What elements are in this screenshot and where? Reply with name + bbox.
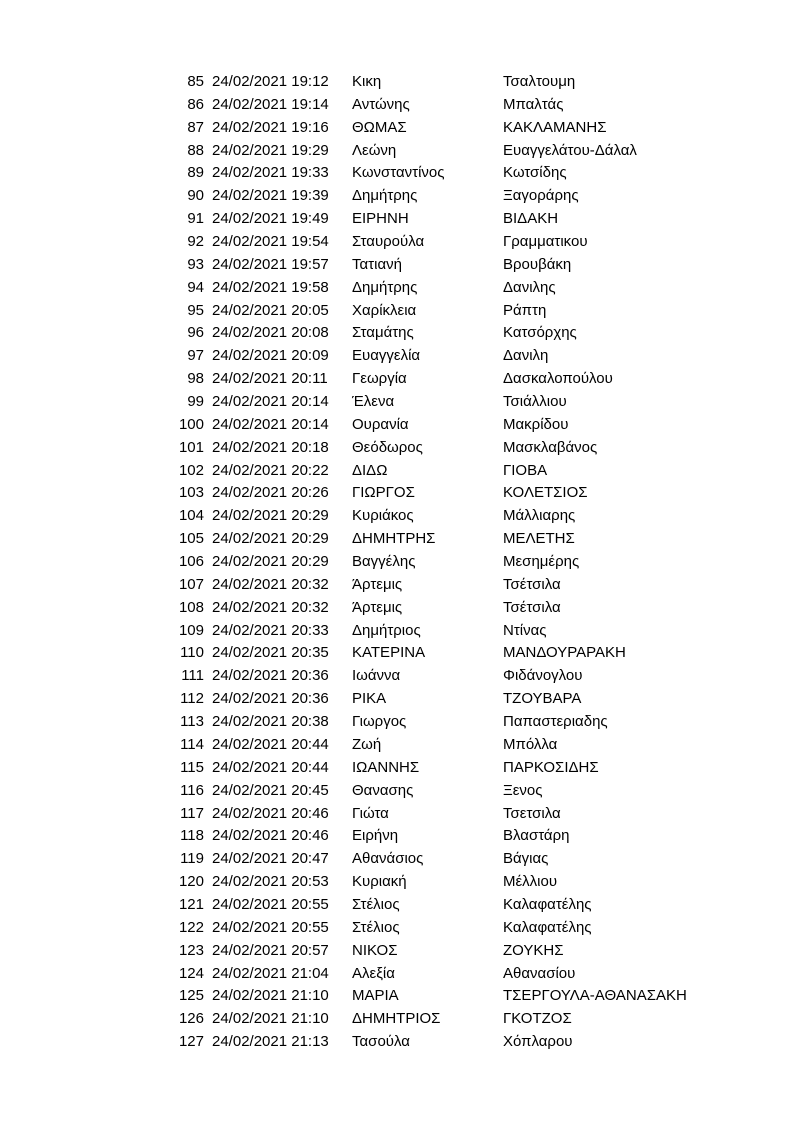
row-datetime: 24/02/2021 21:10 bbox=[212, 1010, 329, 1028]
row-first-name: Τασούλα bbox=[352, 1033, 410, 1051]
row-last-name: Μασκλαβάνος bbox=[503, 438, 598, 456]
row-datetime: 24/02/2021 20:14 bbox=[212, 415, 329, 433]
row-last-name: Μπόλλα bbox=[503, 735, 558, 753]
row-last-name: Κωτσίδης bbox=[503, 164, 567, 182]
row-first-name: Γεωργία bbox=[352, 370, 407, 388]
table-row bbox=[170, 780, 687, 803]
table-row bbox=[170, 917, 687, 940]
row-datetime: 24/02/2021 20:44 bbox=[212, 735, 329, 753]
row-last-name: ΓΙΟΒΑ bbox=[503, 461, 548, 479]
row-datetime: 24/02/2021 20:09 bbox=[212, 347, 329, 365]
row-number: 120 bbox=[178, 873, 204, 891]
row-last-name: ΜΕΛΕΤΗΣ bbox=[503, 530, 575, 548]
row-first-name: ΙΩΑΝΝΗΣ bbox=[352, 758, 420, 776]
row-datetime: 24/02/2021 20:47 bbox=[212, 850, 329, 868]
row-last-name: Καλαφατέλης bbox=[503, 895, 592, 913]
row-first-name: Αντώνης bbox=[352, 95, 410, 113]
table-row bbox=[170, 985, 687, 1008]
table-row bbox=[170, 1008, 687, 1031]
row-last-name: Φιδάνογλου bbox=[503, 667, 583, 685]
row-last-name: ΤΣΕΡΓΟΥΛΑ-ΑΘΑΝΑΣΑΚΗ bbox=[503, 987, 687, 1005]
table-row bbox=[170, 871, 687, 894]
row-last-name: Ράπτη bbox=[503, 301, 547, 319]
row-last-name: Βλαστάρη bbox=[503, 827, 570, 845]
row-number: 114 bbox=[180, 735, 204, 753]
table-row bbox=[170, 254, 687, 277]
row-first-name: Θεόδωρος bbox=[352, 438, 423, 456]
row-datetime: 24/02/2021 20:14 bbox=[212, 393, 329, 411]
row-number: 87 bbox=[187, 118, 204, 136]
row-first-name: Αλεξία bbox=[352, 964, 395, 982]
table-row bbox=[170, 391, 687, 414]
row-first-name: ΔΗΜΗΤΡΗΣ bbox=[352, 530, 436, 548]
row-number: 97 bbox=[187, 347, 204, 365]
row-number: 109 bbox=[178, 621, 204, 639]
row-datetime: 24/02/2021 20:32 bbox=[212, 598, 329, 616]
row-number: 106 bbox=[178, 553, 204, 571]
row-first-name: Κυριάκος bbox=[352, 507, 414, 525]
row-number: 108 bbox=[178, 598, 204, 616]
row-datetime: 24/02/2021 20:57 bbox=[212, 941, 329, 959]
row-number: 102 bbox=[178, 461, 204, 479]
table-row bbox=[170, 414, 687, 437]
row-first-name: ΝΙΚΟΣ bbox=[352, 941, 398, 959]
table-row bbox=[170, 94, 687, 117]
table-row bbox=[170, 642, 687, 665]
row-first-name: Τατιανή bbox=[352, 255, 402, 273]
row-first-name: ΕΙΡΗΝΗ bbox=[352, 210, 409, 228]
row-first-name: Άρτεμις bbox=[352, 598, 403, 616]
row-last-name: ΚΟΛΕΤΣΙΟΣ bbox=[503, 484, 588, 502]
row-last-name: Ευαγγελάτου-Δάλαλ bbox=[503, 141, 637, 159]
table-row bbox=[170, 231, 687, 254]
row-datetime: 24/02/2021 20:36 bbox=[212, 667, 329, 685]
row-datetime: 24/02/2021 20:35 bbox=[212, 644, 329, 662]
row-first-name: Κικη bbox=[352, 73, 382, 90]
row-datetime: 24/02/2021 19:12 bbox=[212, 73, 329, 90]
row-first-name: Βαγγέλης bbox=[352, 553, 416, 571]
row-first-name: Γιωργος bbox=[352, 713, 407, 731]
row-number: 122 bbox=[178, 918, 204, 936]
row-number: 91 bbox=[187, 210, 204, 228]
row-last-name: Γραμματικου bbox=[503, 233, 588, 251]
row-number: 99 bbox=[187, 393, 204, 411]
attendance-list bbox=[170, 71, 687, 1054]
row-last-name: Παπαστεριαδης bbox=[503, 713, 608, 731]
row-datetime: 24/02/2021 21:13 bbox=[212, 1033, 329, 1051]
row-first-name: Θανασης bbox=[352, 781, 414, 799]
row-number: 93 bbox=[187, 255, 204, 273]
row-datetime: 24/02/2021 19:14 bbox=[212, 95, 329, 113]
row-last-name: Δασκαλοπούλου bbox=[503, 370, 613, 388]
table-row bbox=[170, 825, 687, 848]
row-last-name: Ντίνας bbox=[503, 621, 547, 639]
table-row bbox=[170, 688, 687, 711]
row-first-name: ΜΑΡΙΑ bbox=[352, 987, 399, 1005]
table-row bbox=[170, 940, 687, 963]
row-last-name: Τσετσιλα bbox=[503, 804, 561, 822]
table-row bbox=[170, 300, 687, 323]
row-number: 95 bbox=[187, 301, 204, 319]
table-row bbox=[170, 528, 687, 551]
row-last-name: Μάλλιαρης bbox=[503, 507, 576, 525]
row-number: 121 bbox=[178, 895, 204, 913]
row-datetime: 24/02/2021 20:44 bbox=[212, 758, 329, 776]
row-number: 85 bbox=[187, 73, 204, 90]
table-row bbox=[170, 803, 687, 826]
row-first-name: Λεώνη bbox=[352, 141, 397, 159]
row-number: 104 bbox=[178, 507, 204, 525]
row-first-name: Σταυρούλα bbox=[352, 233, 425, 251]
row-datetime: 24/02/2021 20:38 bbox=[212, 713, 329, 731]
row-first-name: ΔΗΜΗΤΡΙΟΣ bbox=[352, 1010, 441, 1028]
row-number: 101 bbox=[178, 438, 204, 456]
row-last-name: Τσέτσιλα bbox=[503, 598, 561, 616]
row-first-name: ΘΩΜΑΣ bbox=[352, 118, 407, 136]
row-number: 89 bbox=[187, 164, 204, 182]
row-number: 115 bbox=[180, 758, 204, 776]
row-last-name: ΚΑΚΛΑΜΑΝΗΣ bbox=[503, 118, 607, 136]
row-number: 105 bbox=[178, 530, 204, 548]
row-number: 90 bbox=[187, 187, 204, 205]
row-last-name: Δανιλης bbox=[503, 278, 556, 296]
table-row bbox=[170, 848, 687, 871]
row-datetime: 24/02/2021 19:29 bbox=[212, 141, 329, 159]
row-last-name: Μακρίδου bbox=[503, 415, 569, 433]
row-datetime: 24/02/2021 20:55 bbox=[212, 918, 329, 936]
row-first-name: Στέλιος bbox=[352, 895, 400, 913]
row-last-name: Κατσόρχης bbox=[503, 324, 577, 342]
row-datetime: 24/02/2021 20:36 bbox=[212, 690, 329, 708]
row-last-name: Τσέτσιλα bbox=[503, 575, 561, 593]
table-row bbox=[170, 734, 687, 757]
row-first-name: Ουρανία bbox=[352, 415, 409, 433]
row-datetime: 24/02/2021 20:29 bbox=[212, 530, 329, 548]
table-row bbox=[170, 1031, 687, 1054]
row-number: 88 bbox=[187, 141, 204, 159]
row-first-name: Δημήτρης bbox=[352, 187, 418, 205]
row-last-name: ΠΑΡΚΟΣΙΔΗΣ bbox=[503, 758, 599, 776]
row-first-name: Δημήτριος bbox=[352, 621, 421, 639]
table-row bbox=[170, 597, 687, 620]
row-datetime: 24/02/2021 20:08 bbox=[212, 324, 329, 342]
row-last-name: ΤΖΟΥΒΑΡΑ bbox=[503, 690, 582, 708]
row-datetime: 24/02/2021 20:29 bbox=[212, 553, 329, 571]
row-number: 98 bbox=[187, 370, 204, 388]
row-number: 111 bbox=[181, 667, 204, 685]
row-first-name: Στέλιος bbox=[352, 918, 400, 936]
row-number: 96 bbox=[187, 324, 204, 342]
row-last-name: Τσαλτουμη bbox=[503, 73, 576, 90]
row-number: 126 bbox=[178, 1010, 204, 1028]
row-last-name: Χόπλαρου bbox=[503, 1033, 573, 1051]
row-last-name: ΜΑΝΔΟΥΡΑΡΑΚΗ bbox=[503, 644, 626, 662]
row-first-name: Αθανάσιος bbox=[352, 850, 424, 868]
table-row bbox=[170, 574, 687, 597]
table-row bbox=[170, 71, 687, 94]
row-last-name: Τσιάλλιου bbox=[503, 393, 567, 411]
table-row bbox=[170, 208, 687, 231]
row-datetime: 24/02/2021 20:29 bbox=[212, 507, 329, 525]
row-first-name: ΔΙΔΩ bbox=[352, 461, 388, 479]
row-datetime: 24/02/2021 20:26 bbox=[212, 484, 329, 502]
table-row bbox=[170, 437, 687, 460]
row-first-name: Σταμάτης bbox=[352, 324, 414, 342]
row-number: 116 bbox=[180, 781, 204, 799]
row-datetime: 24/02/2021 20:55 bbox=[212, 895, 329, 913]
row-first-name: Ζωή bbox=[352, 735, 382, 753]
row-first-name: Κυριακή bbox=[352, 873, 407, 891]
table-row bbox=[170, 963, 687, 986]
row-datetime: 24/02/2021 20:53 bbox=[212, 873, 329, 891]
row-first-name: Ευαγγελία bbox=[352, 347, 421, 365]
row-number: 103 bbox=[178, 484, 204, 502]
row-datetime: 24/02/2021 21:10 bbox=[212, 987, 329, 1005]
row-datetime: 24/02/2021 20:32 bbox=[212, 575, 329, 593]
row-last-name: Αθανασίου bbox=[503, 964, 576, 982]
table-row bbox=[170, 665, 687, 688]
table-row bbox=[170, 185, 687, 208]
row-datetime: 24/02/2021 20:22 bbox=[212, 461, 329, 479]
row-last-name: ΒΙΔΑΚΗ bbox=[503, 210, 559, 228]
row-datetime: 24/02/2021 20:46 bbox=[212, 804, 329, 822]
table-row bbox=[170, 322, 687, 345]
row-last-name: ΖΟΥΚΗΣ bbox=[503, 941, 564, 959]
row-last-name: Βάγιας bbox=[503, 850, 549, 868]
row-last-name: Ξενος bbox=[503, 781, 543, 799]
row-number: 117 bbox=[180, 804, 204, 822]
row-last-name: Ξαγοράρης bbox=[503, 187, 579, 205]
row-number: 94 bbox=[187, 278, 204, 296]
table-row bbox=[170, 505, 687, 528]
row-first-name: Κωνσταντίνος bbox=[352, 164, 445, 182]
row-number: 92 bbox=[187, 233, 204, 251]
table-row bbox=[170, 117, 687, 140]
row-first-name: ΡΙΚΑ bbox=[352, 690, 387, 708]
row-last-name: Μεσημέρης bbox=[503, 553, 580, 571]
row-datetime: 24/02/2021 20:33 bbox=[212, 621, 329, 639]
row-last-name: Καλαφατέλης bbox=[503, 918, 592, 936]
row-datetime: 24/02/2021 20:46 bbox=[212, 827, 329, 845]
row-last-name: Βρουβάκη bbox=[503, 255, 572, 273]
row-datetime: 24/02/2021 20:11 bbox=[212, 370, 328, 388]
row-first-name: Ιωάννα bbox=[352, 667, 401, 685]
row-datetime: 24/02/2021 19:54 bbox=[212, 233, 329, 251]
row-last-name: Μπαλτάς bbox=[503, 95, 564, 113]
row-datetime: 24/02/2021 19:58 bbox=[212, 278, 329, 296]
row-number: 119 bbox=[180, 850, 204, 868]
row-first-name: ΓΙΩΡΓΟΣ bbox=[352, 484, 415, 502]
row-number: 125 bbox=[178, 987, 204, 1005]
row-datetime: 24/02/2021 19:16 bbox=[212, 118, 329, 136]
table-row bbox=[170, 460, 687, 483]
row-number: 127 bbox=[178, 1033, 204, 1051]
row-first-name: ΚΑΤΕΡΙΝΑ bbox=[352, 644, 426, 662]
table-row bbox=[170, 757, 687, 780]
row-number: 118 bbox=[180, 827, 204, 845]
table-row bbox=[170, 551, 687, 574]
row-first-name: Χαρίκλεια bbox=[352, 301, 417, 319]
row-first-name: Έλενα bbox=[352, 393, 395, 411]
row-first-name: Ειρήνη bbox=[352, 827, 399, 845]
row-datetime: 24/02/2021 20:45 bbox=[212, 781, 329, 799]
row-number: 124 bbox=[178, 964, 204, 982]
row-datetime: 24/02/2021 19:49 bbox=[212, 210, 329, 228]
row-datetime: 24/02/2021 20:05 bbox=[212, 301, 329, 319]
row-datetime: 24/02/2021 19:33 bbox=[212, 164, 329, 182]
row-number: 123 bbox=[178, 941, 204, 959]
table-row bbox=[170, 140, 687, 163]
table-row bbox=[170, 711, 687, 734]
row-datetime: 24/02/2021 19:57 bbox=[212, 255, 329, 273]
row-number: 86 bbox=[187, 95, 204, 113]
table-row bbox=[170, 482, 687, 505]
row-datetime: 24/02/2021 19:39 bbox=[212, 187, 329, 205]
row-datetime: 24/02/2021 21:04 bbox=[212, 964, 329, 982]
row-number: 113 bbox=[180, 713, 204, 731]
row-first-name: Άρτεμις bbox=[352, 575, 403, 593]
row-last-name: ΓΚΟΤΖΟΣ bbox=[503, 1010, 572, 1028]
row-first-name: Γιώτα bbox=[352, 804, 389, 822]
row-number: 110 bbox=[180, 644, 204, 662]
row-last-name: Δανιλη bbox=[503, 347, 549, 365]
row-datetime: 24/02/2021 20:18 bbox=[212, 438, 329, 456]
table-row bbox=[170, 368, 687, 391]
row-last-name: Μέλλιου bbox=[503, 873, 558, 891]
table-row bbox=[170, 162, 687, 185]
table-row bbox=[170, 345, 687, 368]
table-row bbox=[170, 894, 687, 917]
row-number: 112 bbox=[180, 690, 204, 708]
table-row bbox=[170, 277, 687, 300]
row-number: 100 bbox=[178, 415, 204, 433]
row-number: 107 bbox=[178, 575, 204, 593]
row-first-name: Δημήτρης bbox=[352, 278, 418, 296]
table-row bbox=[170, 620, 687, 643]
